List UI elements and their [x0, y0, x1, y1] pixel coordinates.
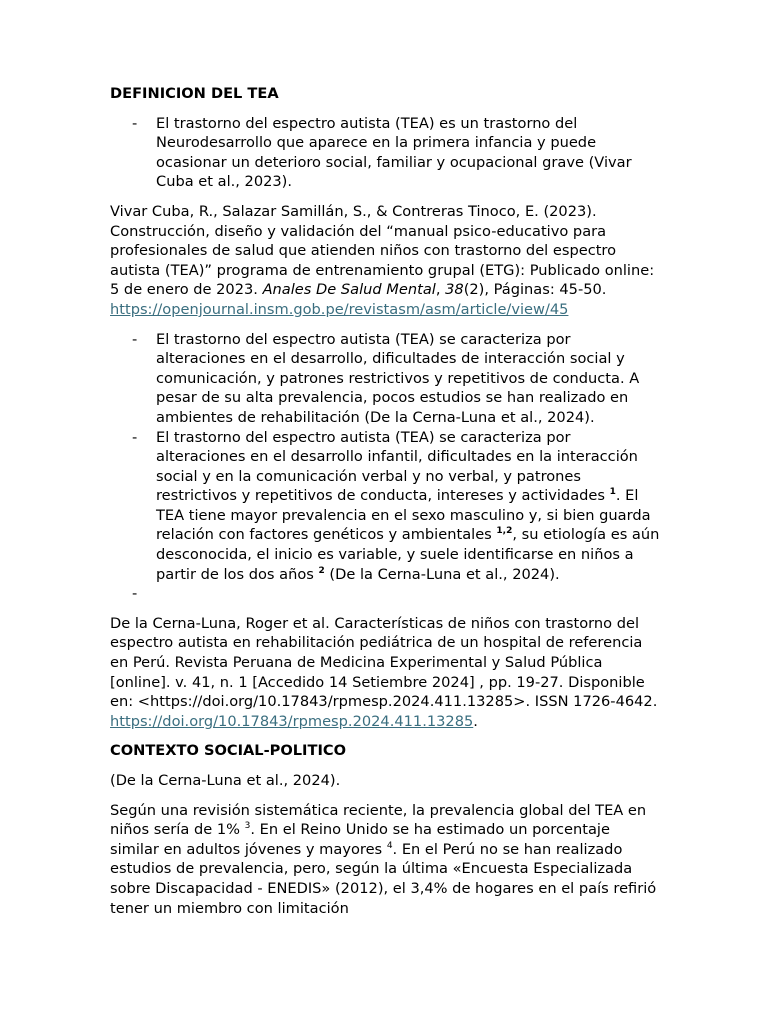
list-item: [110, 330, 660, 428]
bullet-text: El trastorno del espectro autista (TEA) se caracteriza por alteraciones en el desarrollo, dificultades de interacción social y comunicación, y patrones restrictivos y repetitivos de conducta. A pesar de su alta prevalencia, pocos estudios se han realizado en ambientes de rehabilitación (De la Cerna-Luna et al., 2024).: [156, 330, 640, 426]
bullet-dash: -: [132, 428, 138, 446]
reference-link-doi[interactable]: https://doi.org/10.17843/rpmesp.2024.411.13285: [110, 712, 474, 730]
reference-link-vivar[interactable]: https://openjournal.insm.gob.pe/revistasm/asm/article/view/45: [110, 300, 569, 318]
journal-volume: 38: [445, 281, 464, 299]
bullet-dash: -: [132, 330, 138, 348]
footnote-ref: 3: [244, 821, 251, 832]
document-page: [110, 84, 660, 928]
footnote-ref: 2: [318, 565, 325, 576]
list-item: [110, 428, 660, 585]
reference-vivar: Vivar Cuba, R., Salazar Samillán, S., & Contreras Tinoco, E. (2023). Construcción, diseño y validación del “manual psico-educativo para profesionales de salud que atienden niños con trastorno del espectro autista (TEA)” programa de entrenamiento grupal (ETG): Publicado online: 5 de enero de 2023. Anales De Salud Mental, 38(2), Páginas: 45-50. https://openjournal.insm.gob.pe/revistasm/asm/article/view/45: [110, 202, 655, 318]
reference-delacerna: De la Cerna-Luna, Roger et al. Características de niños con trastorno del espectro autista en rehabilitación pediátrica de un hospital de referencia en Perú. Revista Peruana de Medicina Experimental y Salud Pública [online]. v. 41, n. 1 [Accedido 14 Setiembre 2024] , pp. 19-27. Disponible en: <https://doi.org/10.17843/rpmesp.2024.411.13285>. ISSN 1726-4642. https://doi.org/10.17843/rpmesp.2024.411.13285.: [110, 614, 658, 730]
journal-name: Anales De Salud Mental: [262, 281, 436, 299]
list-item: [110, 114, 660, 192]
bullet-dash: -: [132, 585, 138, 603]
bullet-list-1: [110, 114, 660, 192]
bullet-text: El trastorno del espectro autista (TEA) se caracteriza por alteraciones en el desarrollo infantil, dificultades en la interacción social y en la comunicación verbal y no verbal, y patrones restrictivos y repetitivos de conducta, intereses y actividades $^1$. El TEA tiene mayor prevalencia en el sexo masculino y, si bien guarda relación con factores genéticos y ambientales $^{1,2}$, su etiología es aún desconocida, el inicio es variable, y suele identificarse en niños a partir de los dos años $^2$ (De la Cerna-Luna et al., 2024).: [156, 428, 660, 583]
footnote-ref: 1,2: [496, 526, 513, 537]
heading-contexto: CONTEXTO SOCIAL-POLITICO: [110, 742, 346, 760]
body-paragraph: Según una revisión sistemática reciente, la prevalencia global del TEA en niños sería de 1% $^3$. En el Reino Unido se ha estimado un porcentaje similar en adultos jóvenes y mayores $^4$. En el Perú no se han realizado estudios de prevalencia, pero, según la última «Encuesta Especializada sobre Discapacidad - ENEDIS» (2012), el 3,4% de hogares en el país refirió tener un miembro con limitación: [110, 801, 657, 917]
heading-definicion: DEFINICION DEL TEA: [110, 85, 279, 102]
bullet-dash: -: [132, 114, 138, 132]
footnote-ref: 4: [386, 840, 393, 851]
citation-line: (De la Cerna-Luna et al., 2024).: [110, 772, 341, 789]
bullet-text: El trastorno del espectro autista (TEA) es un trastorno del Neurodesarrollo que aparece en la primera infancia y puede ocasionar un deterioro social, familiar y ocupacional grave (Vivar Cuba et al., 2023).: [156, 114, 632, 191]
bullet-list-2: [110, 330, 660, 604]
list-item-empty: [110, 584, 660, 604]
footnote-ref: 1: [609, 487, 616, 498]
